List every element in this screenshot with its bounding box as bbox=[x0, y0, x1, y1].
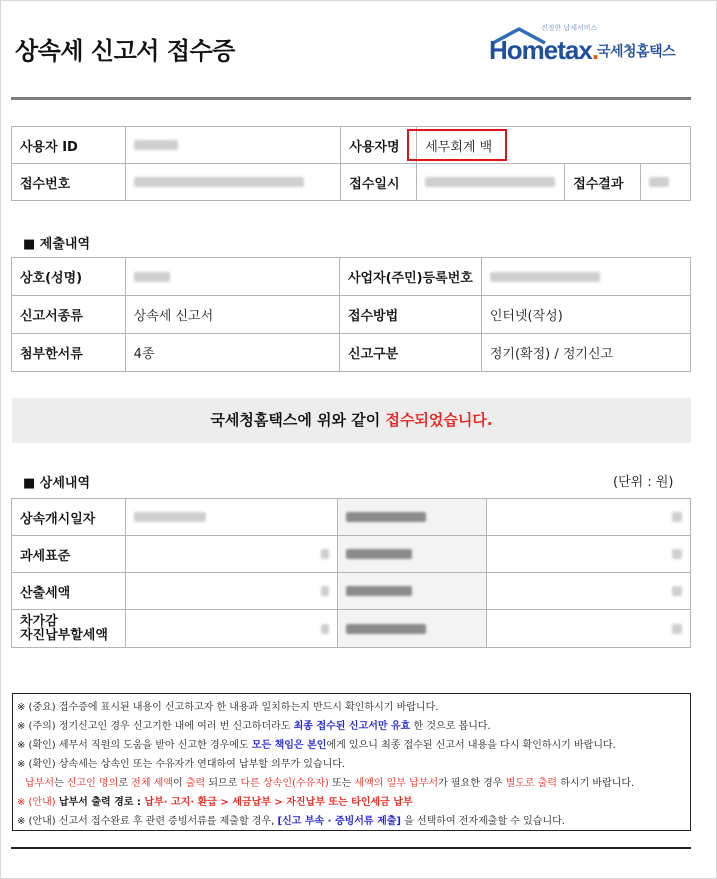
detail-col4-value bbox=[487, 536, 691, 573]
note-text: 이 bbox=[172, 778, 186, 789]
category-label: 신고구분 bbox=[339, 334, 481, 372]
name-value bbox=[125, 258, 339, 296]
banner-highlight: 접수되었습니다. bbox=[385, 411, 493, 429]
note-caution bbox=[13, 717, 690, 736]
user-name-value: 세무회계 백 bbox=[417, 127, 691, 164]
note-text: 하시기 바랍니다. bbox=[557, 778, 635, 789]
note-joint-liability: ※ (확인) 상속세는 상속인 또는 수유자가 연대하여 납부할 의무가 있습니다. bbox=[17, 759, 346, 770]
logo-main-text: Hometax bbox=[489, 35, 592, 65]
hometax-logo bbox=[489, 23, 679, 69]
note-emphasis: [신고 부속 · 증빙서류 제출] bbox=[277, 816, 401, 827]
note-red: 세액의 일부 납부서 bbox=[354, 778, 439, 789]
receipt-no-value bbox=[125, 164, 341, 201]
calculated-tax-value bbox=[125, 573, 337, 610]
details-section-title: ■ 상세내역 bbox=[23, 476, 91, 491]
note-emphasis: 최종 접수된 신고서만 유효 bbox=[293, 721, 411, 732]
report-type-label: 신고서종류 bbox=[12, 296, 126, 334]
method-value: 인터넷(작성) bbox=[481, 296, 690, 334]
note-red: 신고인 명의 bbox=[66, 778, 119, 789]
tax-base-label: 과세표준 bbox=[12, 536, 126, 573]
tax-base-value bbox=[125, 536, 337, 573]
note-evidence-submit bbox=[13, 812, 690, 831]
page-title: 상속세 신고서 접수증 bbox=[15, 37, 235, 65]
bottom-divider bbox=[11, 847, 691, 849]
user-id-label: 사용자 ID bbox=[12, 127, 126, 164]
detail-col3-value bbox=[337, 573, 487, 610]
note-text: 는 bbox=[53, 778, 67, 789]
user-id-value bbox=[125, 127, 341, 164]
note-payment-slip bbox=[13, 774, 690, 793]
note-text: ※ (안내) 신고서 접수완료 후 관련 증빙서류를 제출할 경우, bbox=[17, 816, 278, 827]
logo-subtext: 국세청홈택스 bbox=[597, 44, 676, 60]
method-label: 접수방법 bbox=[339, 296, 481, 334]
receipt-info-table bbox=[11, 126, 691, 201]
top-divider bbox=[11, 97, 691, 100]
attachments-value: 4종 bbox=[125, 334, 339, 372]
receipt-result-value bbox=[641, 164, 691, 201]
note-red-bold: 납부· 고지· 환급 > 세금납부 > 자진납부 또는 타인세금 납부 bbox=[144, 797, 413, 808]
detail-col4-value bbox=[487, 610, 691, 648]
note-important: ※ (중요) 접수증에 표시된 내용이 신고하고자 한 내용과 일치하는지 반드시 확인하시기 바랍니다. bbox=[17, 702, 439, 713]
receipt-result-label: 접수결과 bbox=[565, 164, 641, 201]
note-bold: 납부서 출력 경로 : bbox=[58, 797, 145, 808]
note-red: ※ (안내) bbox=[17, 797, 59, 808]
calculated-tax-label: 산출세액 bbox=[12, 573, 126, 610]
receipt-date-value bbox=[417, 164, 565, 201]
note-red: 납부서 bbox=[25, 778, 54, 789]
user-name-label: 사용자명 bbox=[341, 127, 417, 164]
note-emphasis: 모든 책임은 본인 bbox=[251, 740, 327, 751]
receipt-date-label: 접수일시 bbox=[341, 164, 417, 201]
note-text: 되므로 bbox=[205, 778, 241, 789]
payable-tax-value bbox=[125, 610, 337, 648]
note-text: 또는 bbox=[328, 778, 355, 789]
unit-label: (단위 : 원) bbox=[613, 475, 674, 490]
details-table bbox=[11, 498, 691, 648]
user-name-highlight-box bbox=[407, 129, 507, 161]
logo-dot: . bbox=[591, 35, 599, 65]
confirmation-banner bbox=[12, 398, 691, 443]
note-red: 별도로 출력 bbox=[505, 778, 558, 789]
note-text: 에게 있으니 최종 접수된 신고서 내용을 다시 확인하시기 바랍니다. bbox=[326, 740, 616, 751]
payable-tax-label: 차가감 자진납부할세액 bbox=[12, 610, 126, 648]
note-payment-path bbox=[13, 793, 690, 812]
note-text: 한 것으로 봅니다. bbox=[410, 721, 491, 732]
notes-box bbox=[12, 693, 691, 831]
note-text: ※ (확인) 세무서 직원의 도움을 받아 신고한 경우에도 bbox=[17, 740, 252, 751]
note-red: 다른 상속인(수유자) bbox=[240, 778, 329, 789]
submission-table bbox=[11, 257, 691, 372]
note-text: ※ (주의) 정기신고인 경우 신고기한 내에 여러 번 신고하더라도 bbox=[17, 721, 294, 732]
detail-col3-value bbox=[337, 610, 487, 648]
submission-section-title: ■ 제출내역 bbox=[23, 237, 91, 252]
start-date-value bbox=[125, 499, 337, 536]
start-date-label: 상속개시일자 bbox=[12, 499, 126, 536]
report-type-value: 상속세 신고서 bbox=[125, 296, 339, 334]
logo-wordmark bbox=[489, 35, 598, 66]
detail-col3-value bbox=[337, 499, 487, 536]
detail-col4-value bbox=[487, 573, 691, 610]
detail-col4-value bbox=[487, 499, 691, 536]
note-check-responsibility bbox=[13, 736, 690, 755]
detail-col3-value bbox=[337, 536, 487, 573]
note-text: 로 bbox=[118, 778, 132, 789]
reg-no-label: 사업자(주민)등록번호 bbox=[339, 258, 481, 296]
banner-text: 국세청홈택스에 위와 같이 bbox=[210, 411, 386, 429]
category-value: 정기(확정) / 정기신고 bbox=[481, 334, 690, 372]
logo-tagline: 진정한 납세서비스 bbox=[541, 24, 598, 32]
note-text: 가 필요한 경우 bbox=[438, 778, 506, 789]
reg-no-value bbox=[481, 258, 690, 296]
attachments-label: 첨부한서류 bbox=[12, 334, 126, 372]
receipt-no-label: 접수번호 bbox=[12, 164, 126, 201]
note-red: 출력 bbox=[185, 778, 206, 789]
note-red: 전체 세액 bbox=[131, 778, 173, 789]
note-text: 을 선택하여 전자제출할 수 있습니다. bbox=[400, 816, 565, 827]
name-label: 상호(성명) bbox=[12, 258, 126, 296]
